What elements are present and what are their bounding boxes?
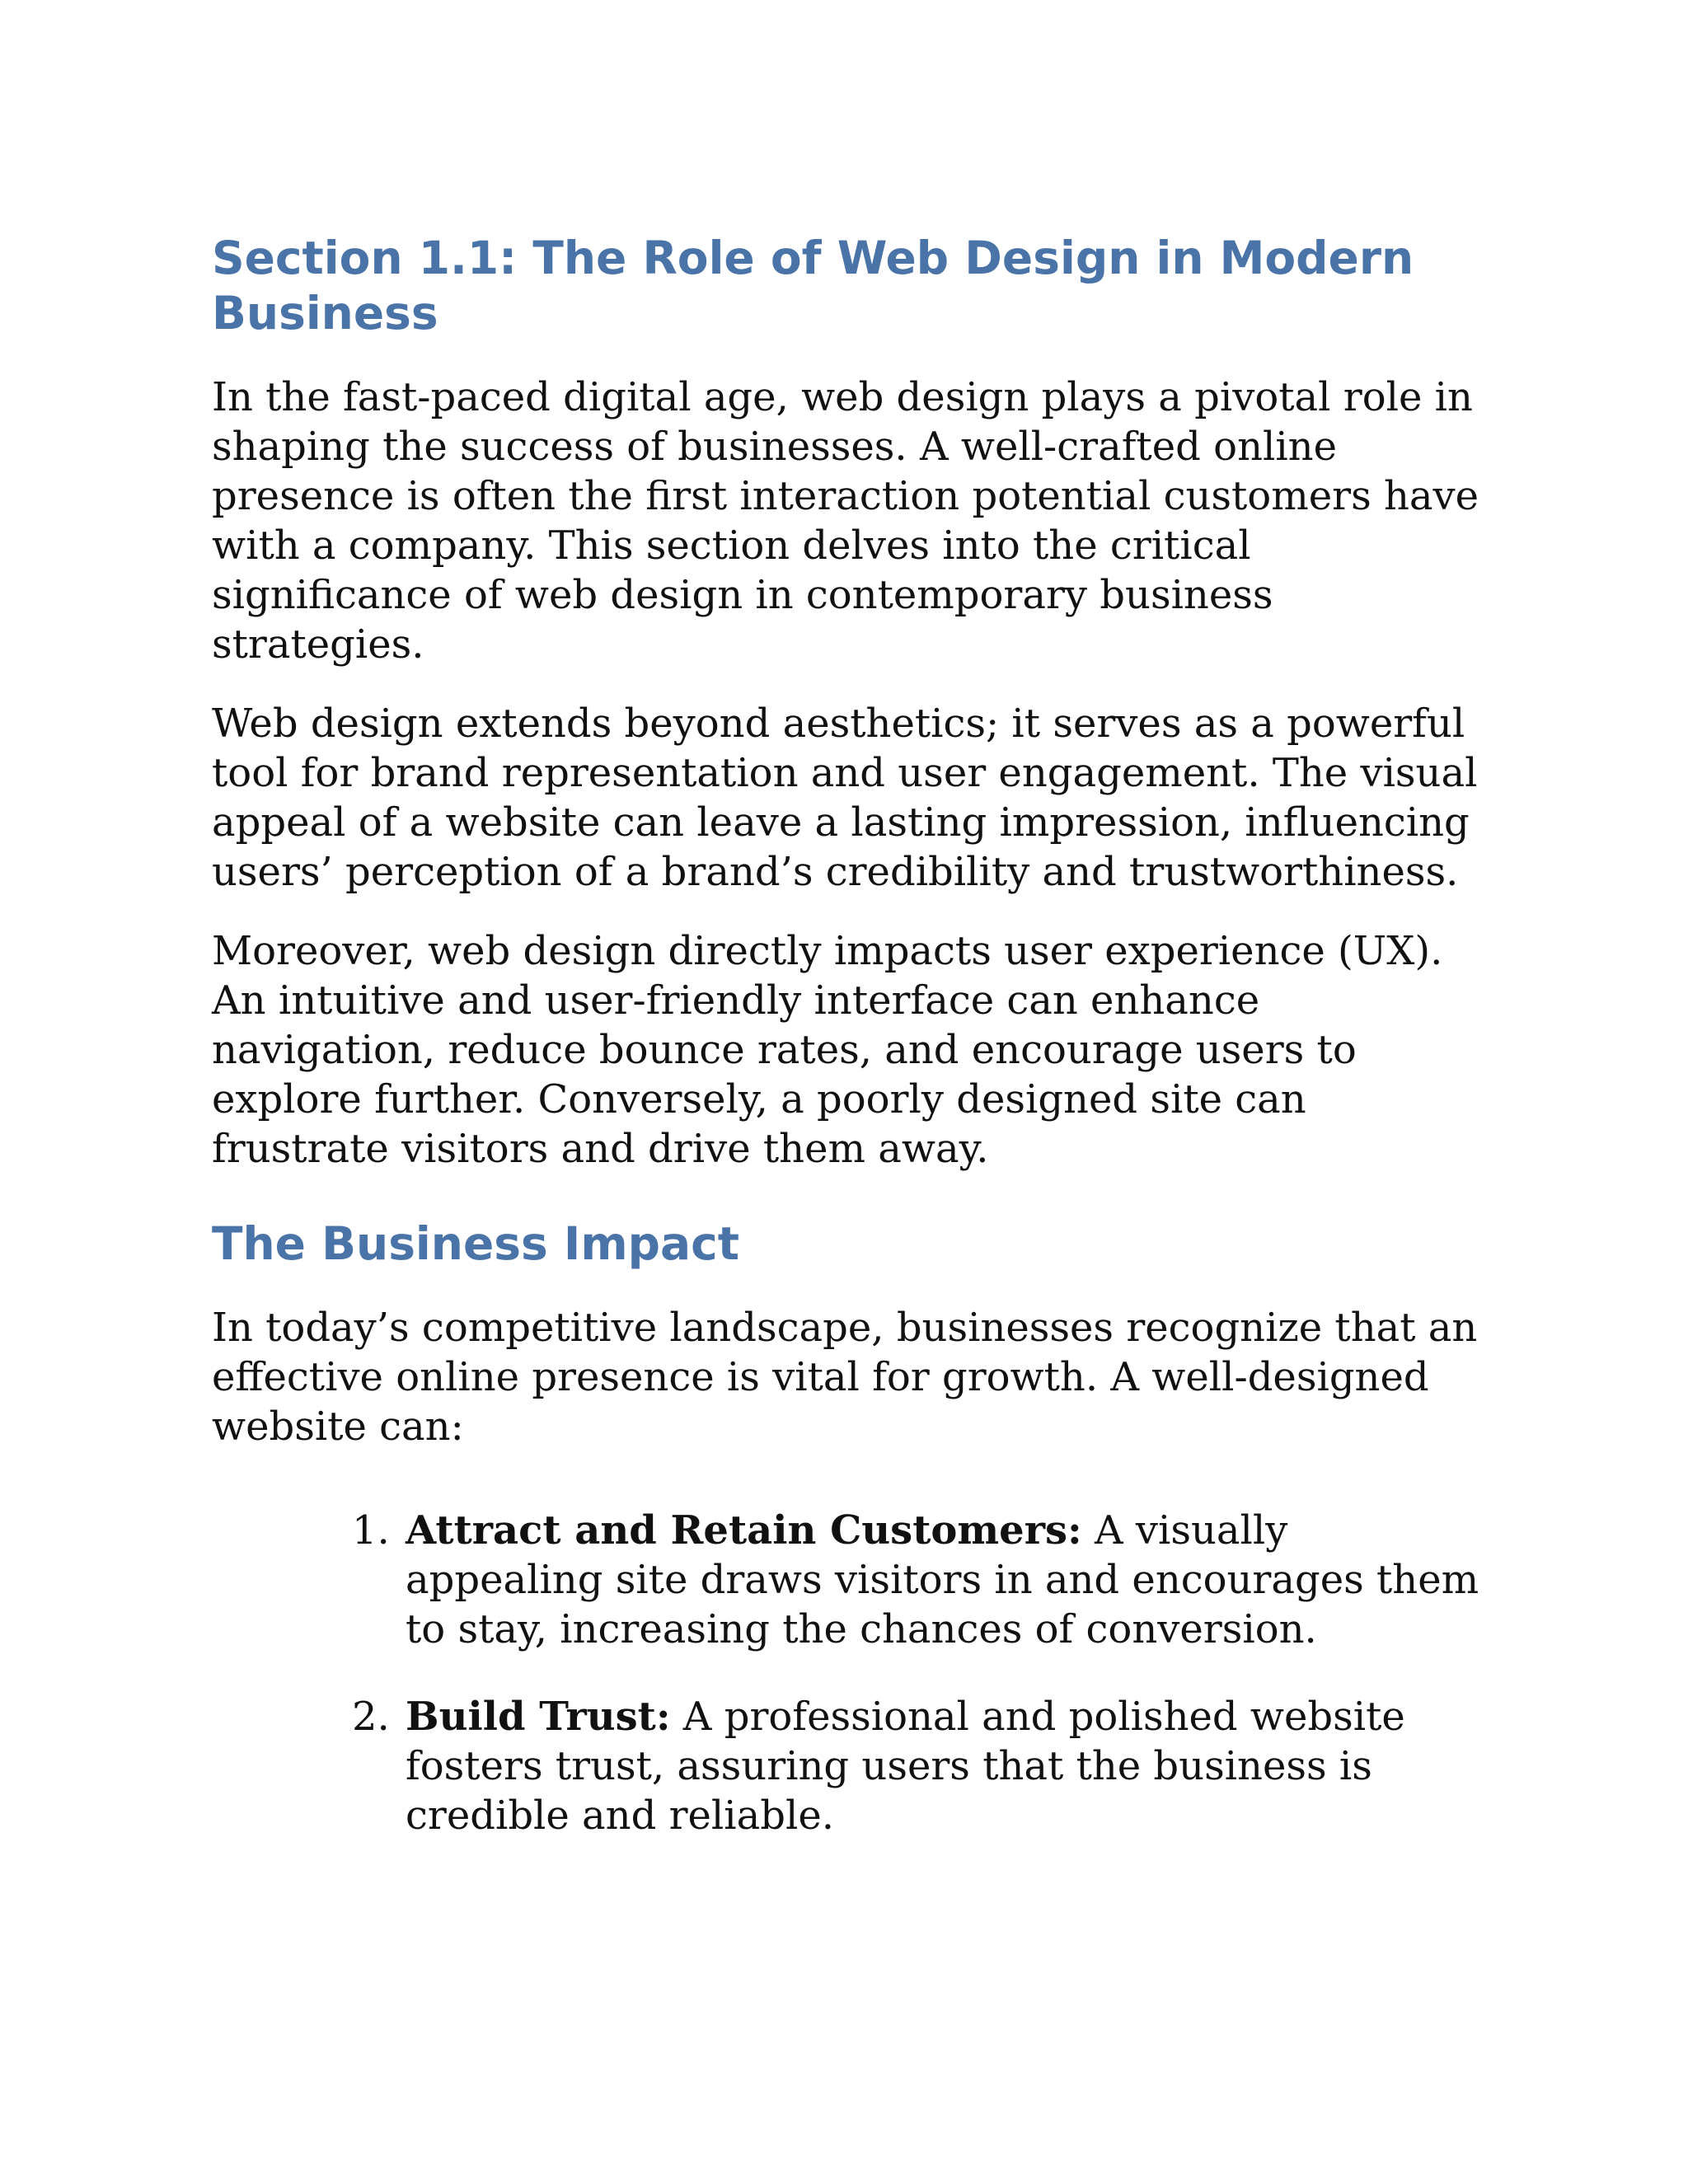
benefit-list (212, 1506, 1481, 1840)
body-paragraph: Moreover, web design directly impacts user experience (UX). An intuitive and user-friendly interface can enhance navigation, reduce bounce rates, and encourage users to explore further. Conversely, a poorly designed site can frustrate visitors and drive them away. (212, 928, 1443, 1172)
list-text: A visually appealing site draws visitors in and encourages them to stay, increasing the chances of conversion. (406, 1507, 1479, 1652)
body-paragraph: In the fast-paced digital age, web design plays a pivotal role in shaping the success of businesses. A well-crafted online presence is often the first interaction potential customers have with a company. This section delves into the critical significance of web design in contemporary business strategies. (212, 374, 1479, 668)
list-item (212, 1692, 1481, 1840)
document-page (212, 231, 1481, 1878)
body-paragraph: Web design extends beyond aesthetics; it serves as a powerful tool for brand representation and user engagement. The visual appeal of a website can leave a lasting impression, influencing users’ perception of a brand’s credibility and trustworthiness. (212, 701, 1478, 895)
list-term: Build Trust: (406, 1694, 671, 1740)
list-number: 2. (352, 1694, 390, 1740)
list-text: A professional and polished website fosters trust, assuring users that the business is credible and reliable. (406, 1694, 1405, 1839)
list-number: 1. (352, 1507, 390, 1554)
list-term: Attract and Retain Customers: (406, 1507, 1082, 1554)
section-heading: Section 1.1: The Role of Web Design in Modern Business (212, 232, 1414, 340)
list-item (212, 1506, 1481, 1654)
intro-paragraph: In today’s competitive landscape, businesses recognize that an effective online presence is vital for growth. A well-designed website can: (212, 1305, 1478, 1450)
subsection-heading: The Business Impact (212, 1217, 740, 1270)
